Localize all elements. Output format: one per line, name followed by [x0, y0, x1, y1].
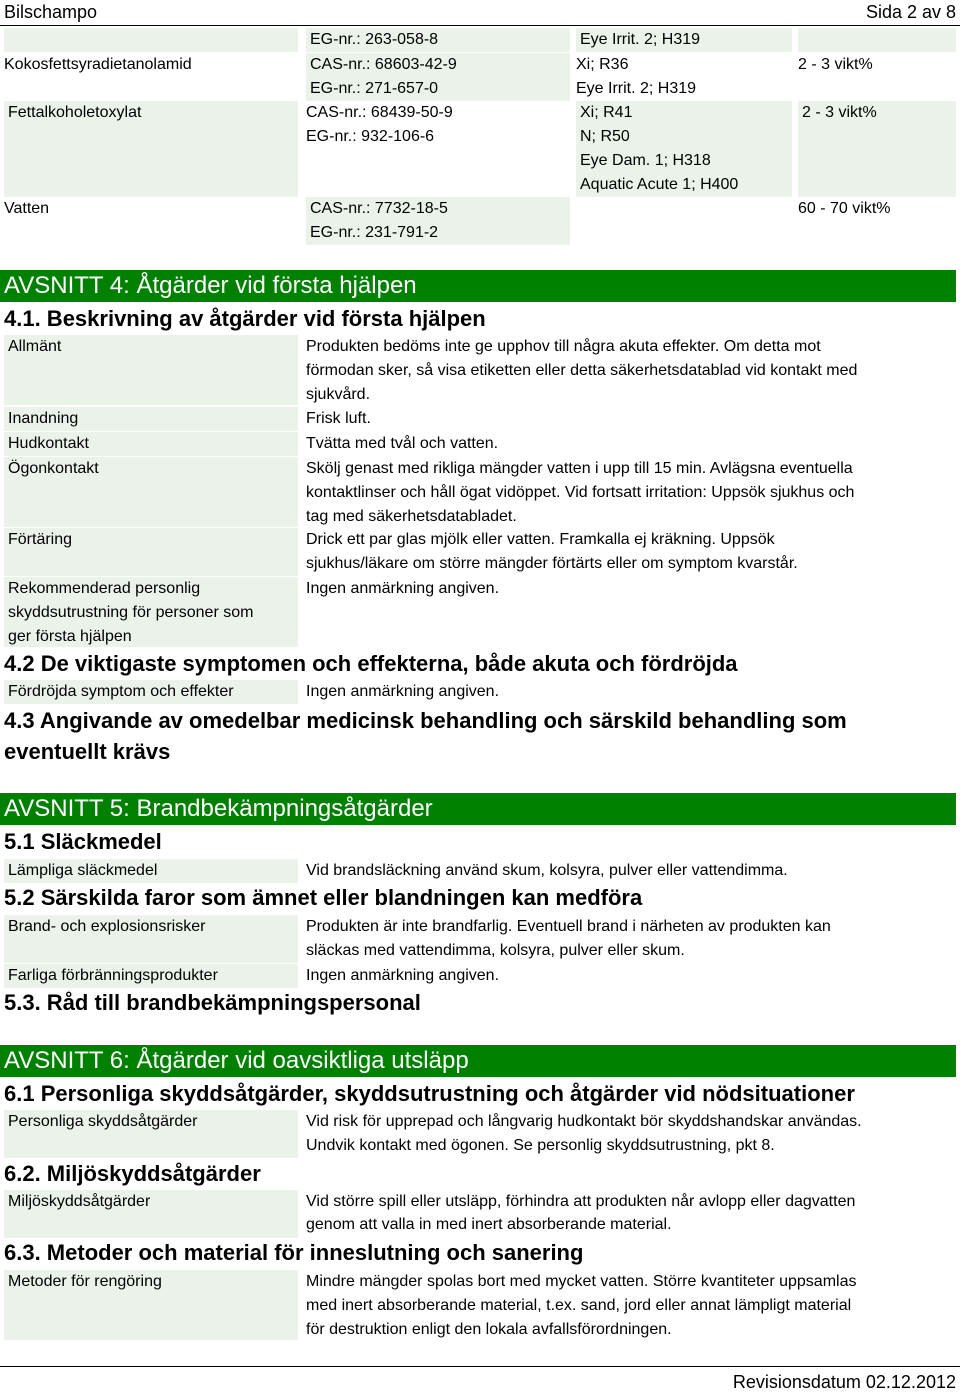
delayed-symptoms-text: Ingen anmärkning angiven.	[306, 683, 500, 700]
composition-conc-cell-2: 2 - 3 vikt%	[798, 101, 956, 197]
firstaid-label-skin: Hudkontakt	[4, 432, 298, 456]
subsection-6-2-heading: 6.2. Miljöskyddsåtgärder	[4, 1161, 261, 1186]
composition-name-cell-2: Fettalkoholetoxylat	[4, 101, 298, 197]
composition-ids-cell-0: EG-nr.: 263-058-8	[306, 28, 570, 52]
firstaid-text-ppe: Ingen anmärkning angiven.	[306, 580, 500, 597]
revision-date: Revisionsdatum 02.12.2012	[732, 1372, 956, 1392]
firstaid-label-eyes: Ögonkontakt	[4, 457, 298, 527]
subsection-4-2-heading: 4.2 De viktigaste symptomen och effekterna, både akuta och fördröjda	[4, 651, 738, 676]
composition-class-cell-1: Xi; R36 Eye Irrit. 2; H319	[576, 56, 697, 97]
cleaning-methods-text: Mindre mängder spolas bort med mycket vatten. Större kvantiteter uppsamlas med inert absorberande material, t.ex. sand, jord eller annat lämpligt material för destruktion enligt den lokala avfallsförordningen.	[306, 1273, 857, 1338]
combustion-products-label: Farliga förbränningsprodukter	[4, 964, 298, 988]
firstaid-text-general: Produkten bedöms inte ge upphov till några akuta effekter. Om detta mot förmodan sker, så visa etiketten eller detta säkerhetsdatablad vid kontakt med sjukvård.	[306, 338, 858, 403]
fire-hazards-label: Brand- och explosionsrisker	[4, 915, 298, 963]
firstaid-text-eyes: Skölj genast med rikliga mängder vatten i upp till 15 min. Avlägsna eventuella kontaktlinser och håll ögat vidöppet. Vid fortsatt irritation: Uppsök sjukhus och tag med säkerhetsdatabladet.	[306, 460, 855, 525]
section-5-title: AVSNITT 5: Brandbekämpningsåtgärder	[0, 793, 956, 825]
subsection-5-2-heading: 5.2 Särskilda faror som ämnet eller blandningen kan medföra	[4, 885, 643, 910]
composition-conc-cell-0	[798, 28, 956, 52]
section-6-title: AVSNITT 6: Åtgärder vid oavsiktliga utsläpp	[0, 1045, 956, 1077]
composition-conc-cell-3: 60 - 70 vikt%	[798, 200, 891, 217]
composition-name-cell-1: Kokosfettsyradietanolamid	[4, 56, 192, 73]
cleaning-methods-label: Metoder för rengöring	[4, 1270, 298, 1340]
composition-ids-cell-1: CAS-nr.: 68603-42-9 EG-nr.: 271-657-0	[306, 53, 570, 101]
firstaid-label-ppe: Rekommenderad personlig skyddsutrustning för personer som ger första hjälpen	[4, 577, 298, 647]
composition-conc-cell-1: 2 - 3 vikt%	[798, 56, 873, 73]
page-number: Sida 2 av 8	[865, 2, 956, 22]
composition-ids-cell-3: CAS-nr.: 7732-18-5 EG-nr.: 231-791-2	[306, 197, 570, 245]
delayed-symptoms-label: Fördröjda symptom och effekter	[4, 680, 298, 704]
subsection-4-3-heading: 4.3 Angivande av omedelbar medicinsk behandling och särskild behandling som eventuellt krävs	[4, 708, 847, 764]
composition-ids-cell-2: CAS-nr.: 68439-50-9 EG-nr.: 932-106-6	[306, 104, 453, 145]
subsection-5-3-heading: 5.3. Råd till brandbekämpningspersonal	[4, 990, 421, 1015]
combustion-products-text: Ingen anmärkning angiven.	[306, 967, 500, 984]
company-name: Bilschampo	[4, 2, 98, 22]
environmental-precautions-text: Vid större spill eller utsläpp, förhindra att produkten når avlopp eller dagvatten genom att valla in med inert absorberande material.	[306, 1193, 856, 1233]
environmental-precautions-label: Miljöskyddsåtgärder	[4, 1190, 298, 1238]
personal-precautions-label: Personliga skyddsåtgärder	[4, 1110, 298, 1158]
subsection-6-3-heading: 6.3. Metoder och material för inneslutning och sanering	[4, 1240, 584, 1265]
firstaid-label-inhalation: Inandning	[4, 407, 298, 431]
footer-divider	[0, 1366, 960, 1367]
firstaid-text-skin: Tvätta med tvål och vatten.	[306, 435, 499, 452]
extinguishing-media-label: Lämpliga släckmedel	[4, 859, 298, 883]
composition-name-cell-3: Vatten	[4, 200, 50, 217]
composition-class-cell-2: Xi; R41 N; R50 Eye Dam. 1; H318 Aquatic Acute 1; H400	[576, 101, 792, 197]
composition-name-cell-0	[4, 28, 298, 52]
firstaid-label-ingestion: Förtäring	[4, 528, 298, 576]
subsection-6-1-heading: 6.1 Personliga skyddsåtgärder, skyddsutrustning och åtgärder vid nödsituationer	[4, 1081, 855, 1106]
subsection-4-1-heading: 4.1. Beskrivning av åtgärder vid första hjälpen	[4, 306, 486, 331]
firstaid-label-general: Allmänt	[4, 335, 298, 405]
firstaid-text-ingestion: Drick ett par glas mjölk eller vatten. Framkalla ej kräkning. Uppsök sjukhus/läkare om större mängder förtärts eller om symptom kvarstår.	[306, 531, 798, 572]
personal-precautions-text: Vid risk för upprepad och långvarig hudkontakt bör skyddshandskar användas. Undvik kontakt med ögonen. Se personlig skyddsutrustning, pkt 8.	[306, 1113, 862, 1154]
section-4-title: AVSNITT 4: Åtgärder vid första hjälpen	[0, 270, 956, 302]
extinguishing-media-text: Vid brandsläckning använd skum, kolsyra, pulver eller vattendimma.	[306, 862, 788, 879]
firstaid-text-inhalation: Frisk luft.	[306, 410, 371, 427]
header-divider	[0, 25, 960, 26]
composition-class-cell-0: Eye Irrit. 2; H319	[576, 28, 792, 52]
subsection-5-1-heading: 5.1 Släckmedel	[4, 829, 162, 854]
fire-hazards-text: Produkten är inte brandfarlig. Eventuell brand i närheten av produkten kan släckas med vattendimma, kolsyra, pulver eller skum.	[306, 918, 831, 959]
